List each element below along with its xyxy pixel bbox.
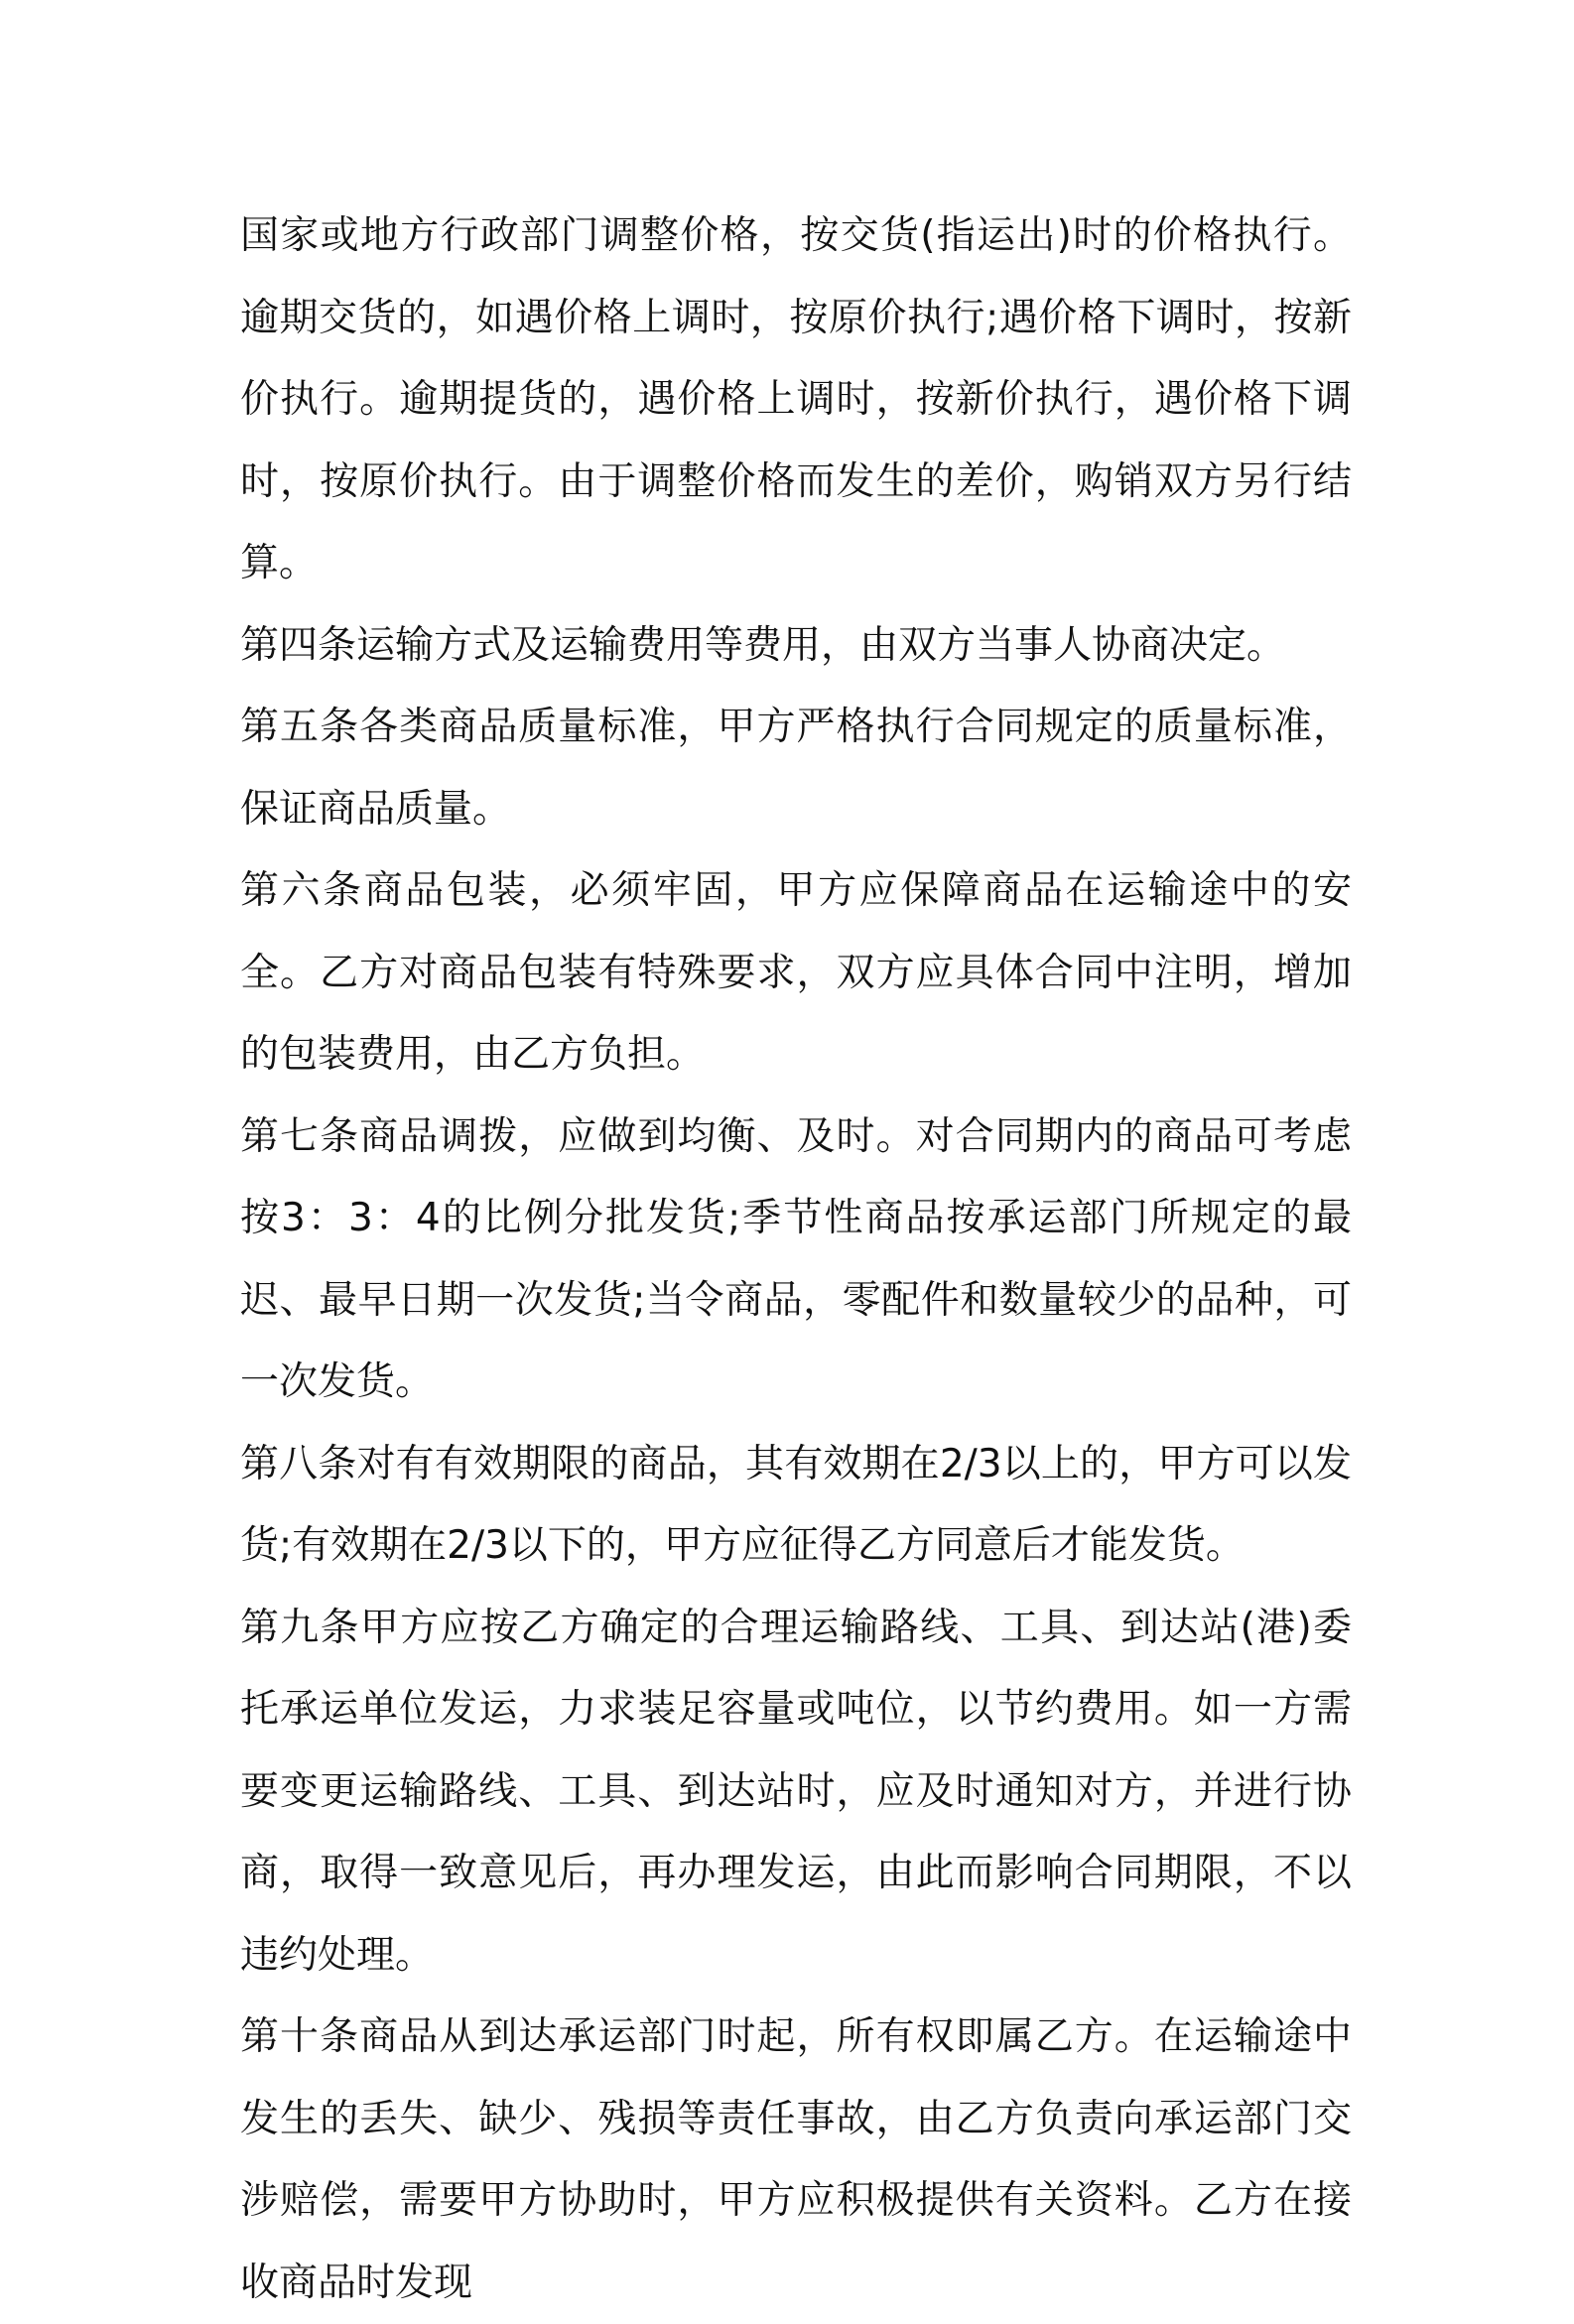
- paragraph-article-4: 第四条运输方式及运输费用等费用，由双方当事人协商决定。: [240, 622, 1286, 668]
- paragraph-article-5: 第五条各类商品质量标准，甲方严格执行合同规定的质量标准，保证商品质量。: [240, 705, 1352, 832]
- paragraph-article-9: 第九条甲方应按乙方确定的合理运输路线、工具、到达站(港)委托承运单位发运，力求装足容量或吨位，以节约费用。如一方需要变更运输路线、工具、到达站时，应及时通知对方，并进行协商，取得一致意见后，再办理发运，由此而影响合同期限，不以违约处理。: [240, 1605, 1352, 1978]
- paragraph-article-6: 第六条商品包装，必须牢固，甲方应保障商品在运输途中的安全。乙方对商品包装有特殊要求，双方应具体合同中注明，增加的包装费用，由乙方负担。: [240, 868, 1352, 1077]
- document-body: [240, 195, 1352, 2324]
- paragraph-article-8: 第八条对有有效期限的商品，其有效期在2/3以上的，甲方可以发货;有效期在2/3以下的，甲方应征得乙方同意后才能发货。: [240, 1441, 1352, 1568]
- paragraph-article-10: 第十条商品从到达承运部门时起，所有权即属乙方。在运输途中发生的丢失、缺少、残损等责任事故，由乙方负责向承运部门交涉赔偿，需要甲方协助时，甲方应积极提供有关资料。乙方在接收商品时发现: [240, 2014, 1352, 2305]
- paragraph-article-7: 第七条商品调拨，应做到均衡、及时。对合同期内的商品可考虑按3：3：4的比例分批发货;季节性商品按承运部门所规定的最迟、最早日期一次发货;当令商品，零配件和数量较少的品种，可一次发货。: [240, 1113, 1352, 1404]
- paragraph-price-adjustment: 国家或地方行政部门调整价格，按交货(指运出)时的价格执行。逾期交货的，如遇价格上调时，按原价执行;遇价格下调时，按新价执行。逾期提货的，遇价格上调时，按新价执行，遇价格下调时，按原价执行。由于调整价格而发生的差价，购销双方另行结算。: [240, 213, 1352, 585]
